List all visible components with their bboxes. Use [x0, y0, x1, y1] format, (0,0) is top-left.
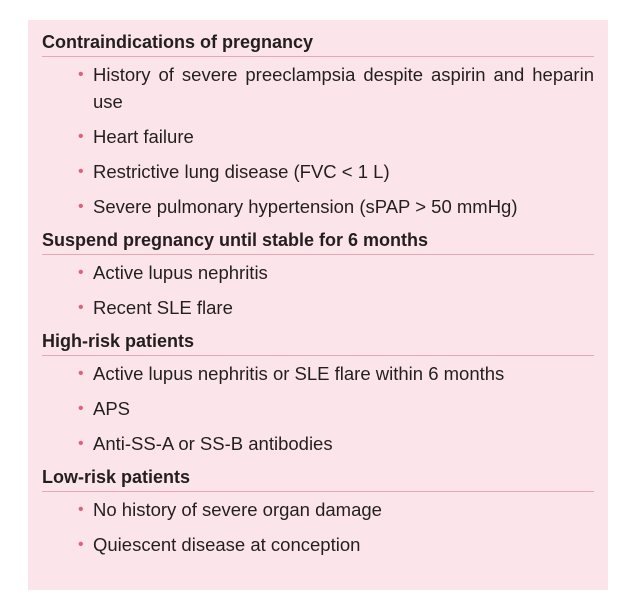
list-item: • Active lupus nephritis or SLE flare within 6 months: [78, 360, 594, 387]
section-title: High-risk patients: [42, 329, 594, 356]
list-item: • Heart failure: [78, 123, 594, 150]
section-low-risk: [42, 465, 594, 558]
section-suspend-pregnancy: [42, 228, 594, 321]
bullet-icon: •: [78, 299, 84, 316]
bullet-icon: •: [78, 163, 84, 180]
section-title: Low-risk patients: [42, 465, 594, 492]
bullet-icon: •: [78, 400, 84, 417]
item-list: [42, 496, 594, 558]
bullet-icon: •: [78, 435, 84, 452]
section-high-risk: [42, 329, 594, 457]
list-item: • Severe pulmonary hypertension (sPAP > 50 mmHg): [78, 193, 594, 220]
bullet-icon: •: [78, 501, 84, 518]
bullet-icon: •: [78, 365, 84, 382]
list-item: • APS: [78, 395, 594, 422]
bullet-icon: •: [78, 66, 84, 83]
section-contraindications: [42, 30, 594, 220]
list-item: • Recent SLE flare: [78, 294, 594, 321]
section-title: Contraindications of pregnancy: [42, 30, 594, 57]
section-title: Suspend pregnancy until stable for 6 months: [42, 228, 594, 255]
pregnancy-risk-table: [28, 20, 608, 590]
list-item: • No history of severe organ damage: [78, 496, 594, 523]
item-list: [42, 61, 594, 220]
bullet-icon: •: [78, 198, 84, 215]
bullet-icon: •: [78, 536, 84, 553]
list-item: • Quiescent disease at conception: [78, 531, 594, 558]
bullet-icon: •: [78, 264, 84, 281]
bullet-icon: •: [78, 128, 84, 145]
item-list: [42, 360, 594, 457]
list-item: • Restrictive lung disease (FVC < 1 L): [78, 158, 594, 185]
item-list: [42, 259, 594, 321]
list-item: • Active lupus nephritis: [78, 259, 594, 286]
list-item: • Anti-SS-A or SS-B antibodies: [78, 430, 594, 457]
list-item: • History of severe preeclampsia despite aspirin and heparin use: [78, 61, 594, 115]
